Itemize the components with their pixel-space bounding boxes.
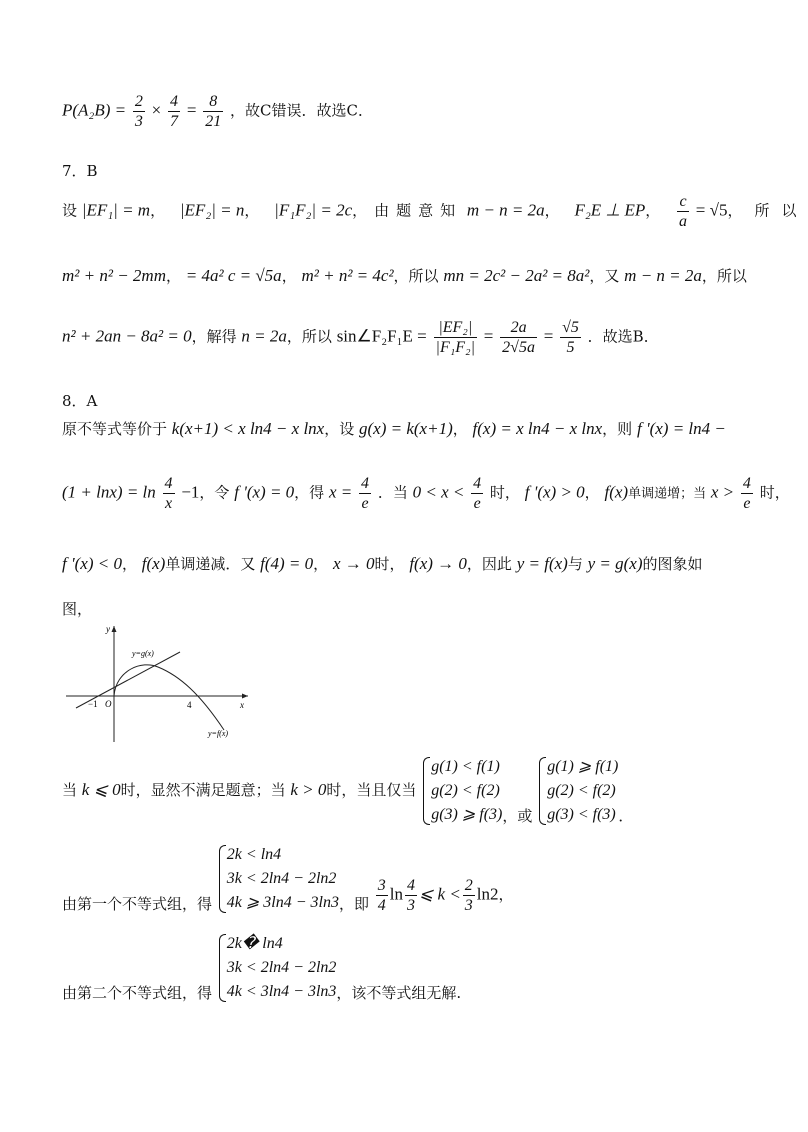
fraction: $\frac{2}{3}$ — [464, 876, 473, 914]
y-axis-label: y — [106, 624, 110, 634]
line-prob-c: P(A₂B) = $\frac{2}{3}$ × $\frac{4}{7}$ = $\frac{8}{21}$ ，故C错误．故选C． — [62, 93, 373, 130]
inequality-system-4: 2k� ln4 3k < 2ln4 − 2ln2 4k < 3ln4 − 3ln3 — [219, 932, 337, 1004]
inequality-system-1: g(1) < f(1) g(2) < f(2) g(3) ⩾ f(3) — [423, 755, 502, 827]
fraction: $\frac{3}{4}$ — [377, 876, 386, 914]
q8-line-4: 图， — [62, 600, 93, 618]
origin-label: O — [105, 699, 112, 709]
fraction: $\frac{8}{21}$ — [205, 93, 222, 130]
fraction: $\frac{c}{a}$ — [679, 193, 688, 230]
prob-expr: P(A₂B) = — [62, 100, 127, 120]
q7-line-3: n² + 2an − 8a² = 0，解得 n = 2a，所以 sin∠F₂F₁E = $\frac{\text{|EF₂|}}{\text{|F₁F₂|}}$ = $\frac{2a}{2√5a}$ = $\frac{√5}{5}$ ．故选B． — [62, 319, 659, 356]
fraction: $\frac{4}{e}$ — [473, 475, 482, 512]
inequality-system-3: 2k < ln4 3k < 2ln4 − 2ln2 4k ⩾ 3ln4 − 3ln3 — [219, 843, 339, 915]
q8-line-3: f '(x) < 0， f(x)单调递减．又 f(4) = 0， x → 0时， f(x) → 0，因此 y = f(x)与 y = g(x)的图象如 — [62, 554, 703, 573]
question-8-label: 8．A — [62, 392, 98, 410]
y-axis-arrow — [112, 626, 117, 632]
q8-line-6: 由第一个不等式组，得 2k < ln4 3k < 2ln4 − 2ln2 4k ⩾ 3ln4 − 3ln3 ，即 $\frac{3}{4}$ ln $\frac{4}{3}$ ⩽ k < $\frac{2}{3}$ ln2， — [62, 843, 514, 915]
x-axis-label: x — [240, 700, 244, 710]
q8-line-5: 当 k ⩽ 0时，显然不满足题意；当 k > 0时，当且仅当 g(1) < f(1) g(2) < f(2) g(3) ⩾ f(3) ，或 g(1) ⩾ f(1) g(2) < f(2) g(3) < f(3) ． — [62, 755, 633, 827]
fraction: $\frac{2}{3}$ — [134, 93, 143, 130]
q8-line-1: 原不等式等价于 k(x+1) < x ln4 − x lnx，设 g(x) = k(x+1)， f(x) = x ln4 − x lnx，则 f '(x) = ln4 − — [62, 419, 726, 438]
fraction: $\frac{\text{|EF₂|}}{\text{|F₁F₂|}}$ — [435, 319, 476, 356]
g-label: y=g(x) — [132, 649, 154, 658]
fraction: $\frac{4}{x}$ — [164, 475, 173, 512]
tick-neg1: −1 — [88, 699, 98, 709]
fraction: $\frac{4}{e}$ — [742, 475, 751, 512]
q8-line-2: (1 + lnx) = ln $\frac{4}{x}$ −1，令 f '(x) = 0，得 x = $\frac{4}{e}$ ．当 0 < x < $\frac{4}{e}$ 时， f '(x) > 0， f(x)单调递增；当 x > $\frac{4}{e}$ 时， — [62, 475, 790, 512]
tick-4: 4 — [187, 700, 192, 710]
question-7-label: 7．B — [62, 162, 98, 180]
fraction: $\frac{√5}{5}$ — [562, 319, 579, 356]
f-label: y=f(x) — [208, 729, 229, 738]
q7-line-2: m² + n² − 2mm， = 4a² c = √5a， m² + n² = 4c²，所以 mn = 2c² − 2a² = 8a²，又 m − n = 2a，所以 — [62, 266, 747, 285]
q7-line-1: 设 |EF₁| = m， |EF₂| = n， |F₁F₂| = 2c，由题意知 m − n = 2a， F₂E ⊥ EP， $\frac{c}{a}$ = √5，所以 — [62, 193, 808, 230]
curve-f — [114, 665, 224, 730]
fraction: $\frac{2a}{2√5a}$ — [502, 319, 535, 356]
x-axis-arrow — [242, 694, 248, 699]
fraction: $\frac{4}{3}$ — [407, 876, 416, 914]
fraction: $\frac{4}{e}$ — [361, 475, 370, 512]
q8-line-7: 由第二个不等式组，得 2k� ln4 3k < 2ln4 − 2ln2 4k < 3ln4 − 3ln3 ，该不等式组无解. — [62, 932, 461, 1004]
fraction: $\frac{4}{7}$ — [170, 93, 179, 130]
function-graph — [62, 620, 252, 746]
inequality-system-2: g(1) ⩾ f(1) g(2) < f(2) g(3) < f(3) — [539, 755, 618, 827]
